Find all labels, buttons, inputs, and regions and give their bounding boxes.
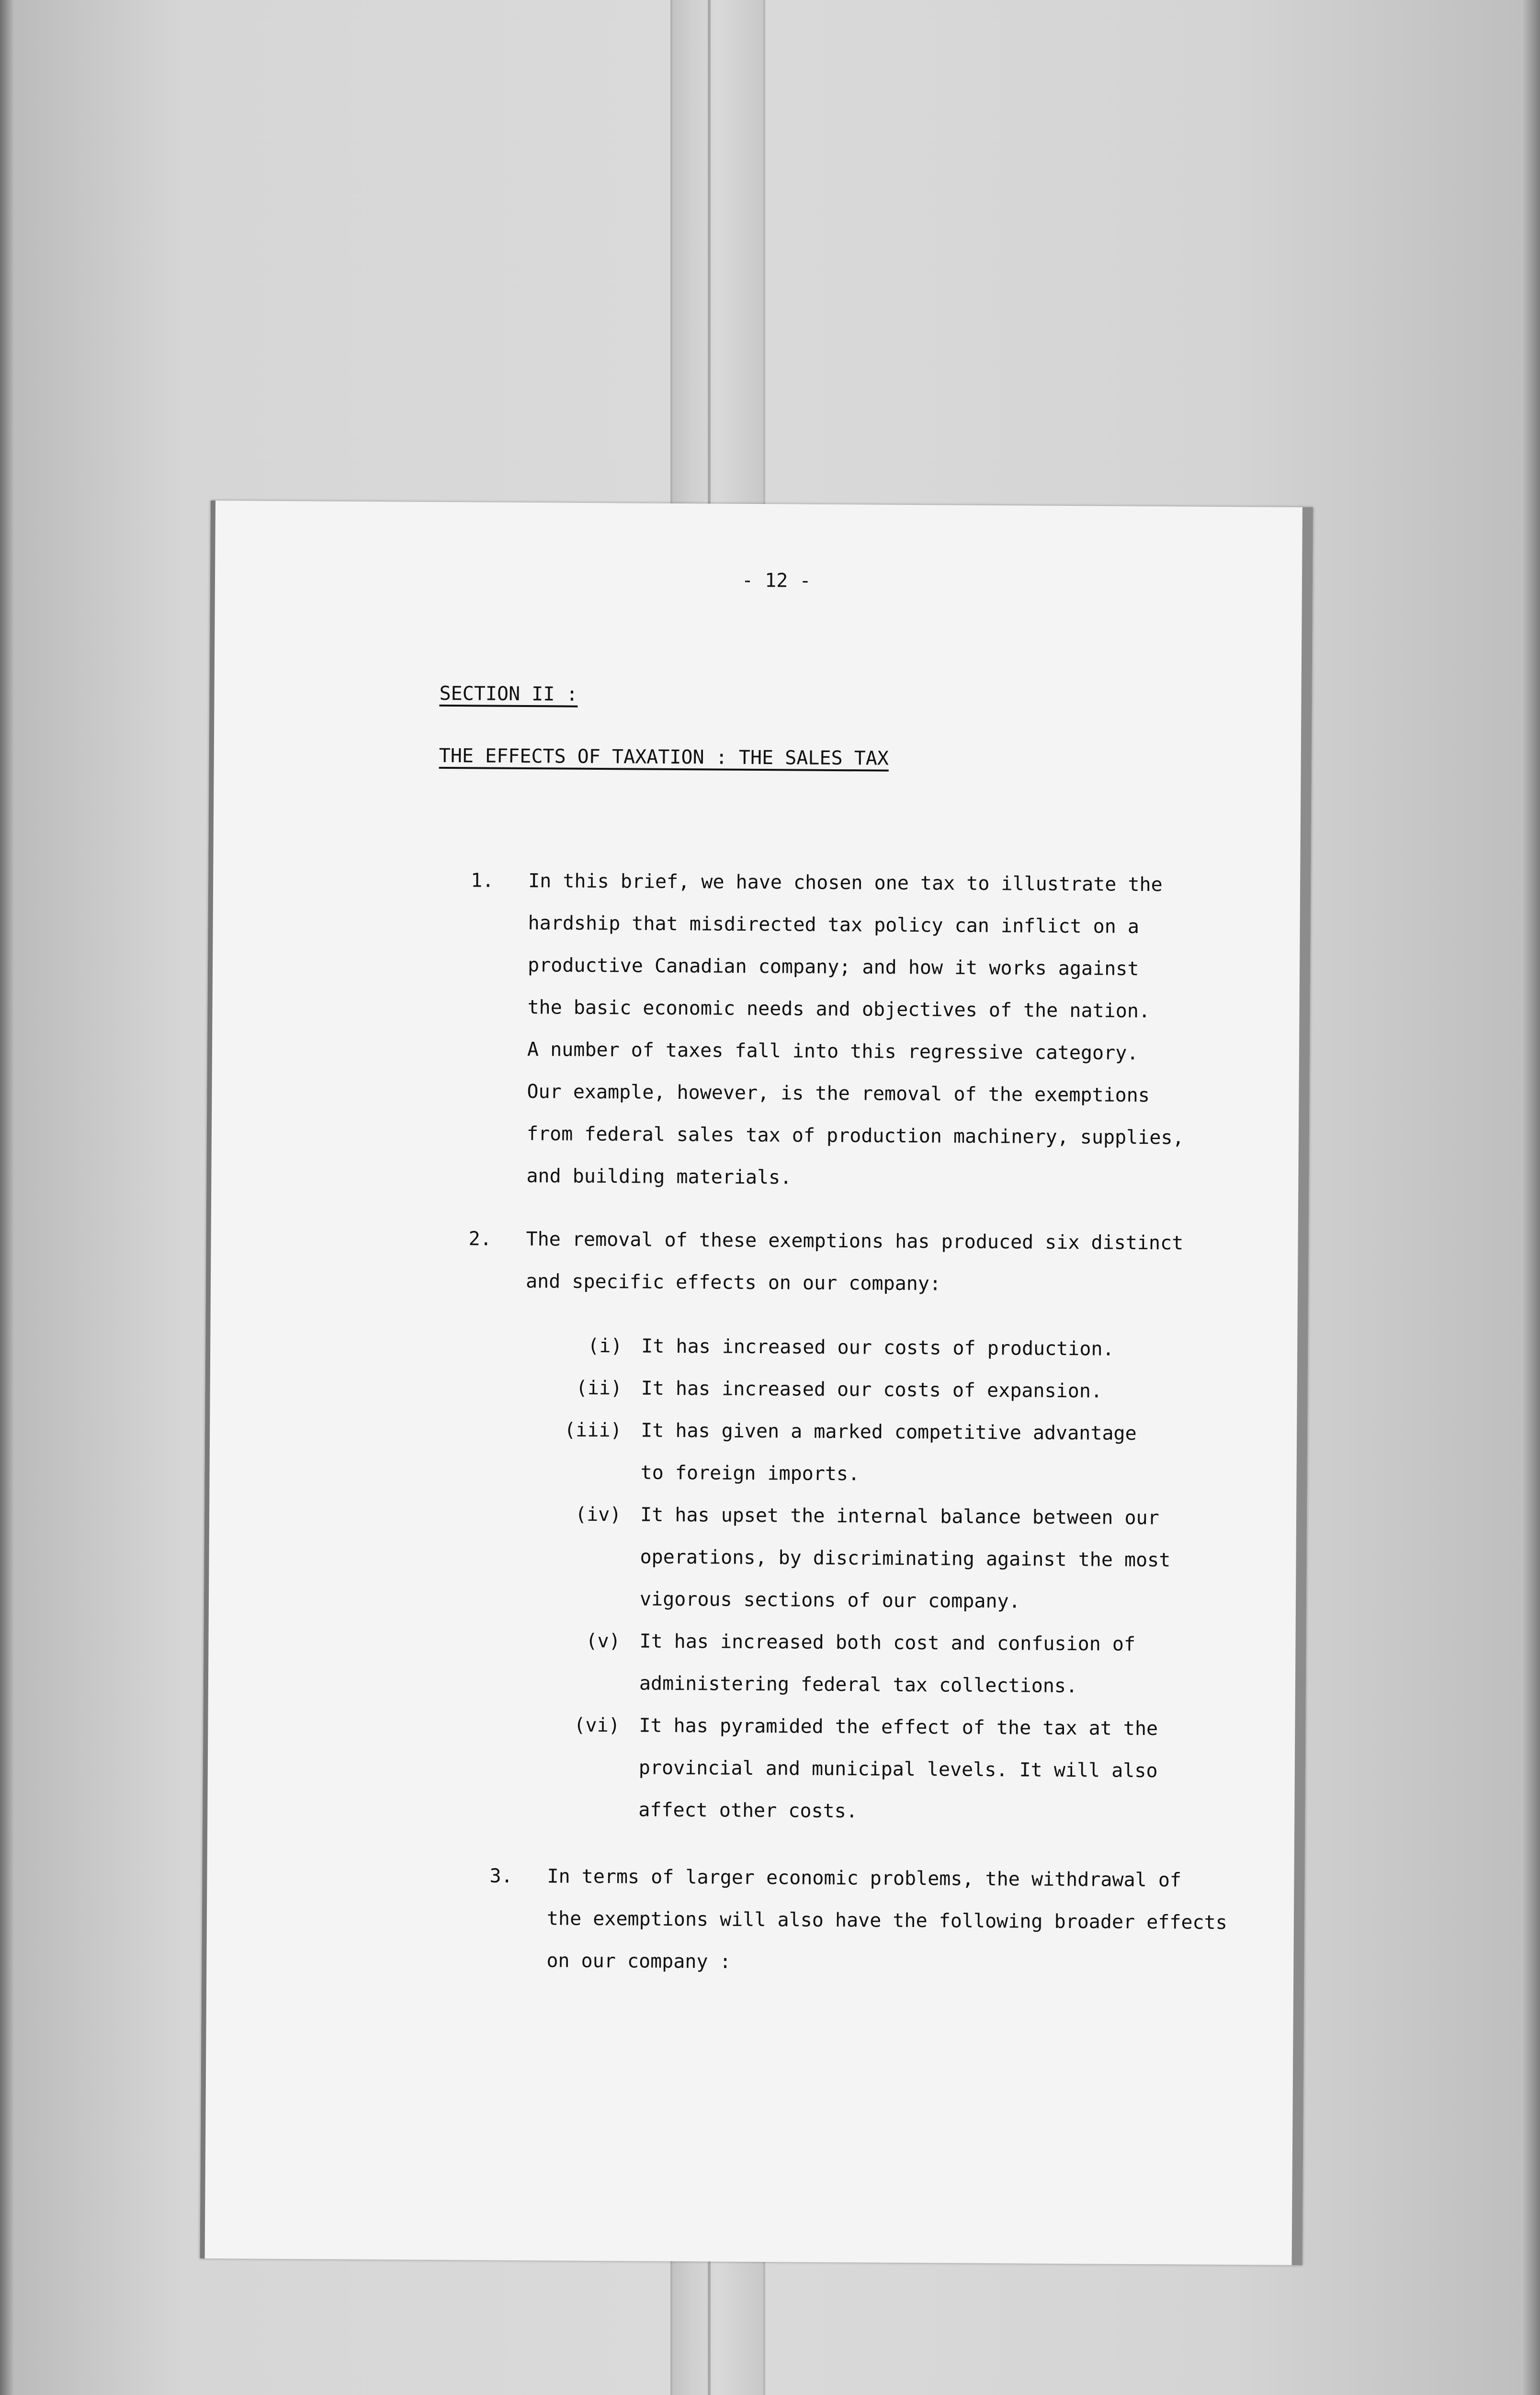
item-marker: (iii): [564, 1419, 622, 1442]
section-title: THE EFFECTS OF TAXATION : THE SALES TAX: [439, 744, 889, 770]
paragraph-1-number: 1.: [471, 869, 494, 892]
item-line: It has pyramided the effect of the tax at the: [639, 1714, 1158, 1740]
item-line: It has given a marked competitive advantage: [641, 1419, 1137, 1445]
paragraph-3-line: In terms of larger economic problems, the withdrawal of: [547, 1865, 1182, 1892]
paragraph-3-line: on our company :: [546, 1950, 731, 1973]
paragraph-1-line: from federal sales tax of production machinery, supplies,: [526, 1123, 1184, 1149]
paragraph-1-line: hardship that misdirected tax policy can inflict on a: [528, 912, 1140, 938]
item-line: vigorous sections of our company.: [639, 1588, 1020, 1613]
paragraph-1-line: and building materials.: [526, 1165, 792, 1189]
item-line: operations, by discriminating against the most: [640, 1546, 1171, 1572]
item-line: It has increased our costs of expansion.: [641, 1377, 1103, 1403]
background-right-edge: [1521, 0, 1540, 2395]
item-line: affect other costs.: [638, 1799, 858, 1823]
item-marker: (iv): [575, 1503, 622, 1526]
item-line: It has increased both cost and confusion of: [639, 1630, 1136, 1655]
item-marker: (ii): [576, 1377, 623, 1400]
document-page: [200, 501, 1313, 2265]
item-line: It has upset the internal balance between our: [640, 1504, 1159, 1529]
item-marker: (vi): [574, 1714, 620, 1737]
paragraph-2-line: and specific effects on our company:: [525, 1270, 941, 1295]
item-line: It has increased our costs of production.: [641, 1335, 1114, 1360]
paragraph-1-line: Our example, however, is the removal of the exemptions: [527, 1081, 1150, 1107]
page-number: - 12 -: [741, 569, 811, 592]
item-line: to foreign imports.: [640, 1461, 860, 1485]
paragraph-2-number: 2.: [468, 1228, 492, 1250]
paragraph-1-line: the basic economic needs and objectives of the nation.: [527, 996, 1151, 1023]
paragraph-1-line: A number of taxes fall into this regressive category.: [527, 1038, 1139, 1064]
item-marker: (i): [588, 1334, 623, 1357]
item-line: provincial and municipal levels. It will also: [638, 1756, 1158, 1782]
paragraph-2-line: The removal of these exemptions has produced six distinct: [526, 1228, 1184, 1255]
item-line: administering federal tax collections.: [639, 1672, 1078, 1698]
paragraph-1-line: In this brief, we have chosen one tax to illustrate the: [528, 870, 1163, 896]
paragraph-1-line: productive Canadian company; and how it works against: [527, 954, 1139, 980]
section-label: SECTION II :: [439, 682, 578, 706]
paragraph-3-number: 3.: [489, 1865, 513, 1887]
item-marker: (v): [586, 1630, 621, 1653]
paragraph-3-line: the exemptions will also have the following broader effects: [546, 1907, 1227, 1934]
background-left-edge: [0, 0, 14, 2395]
